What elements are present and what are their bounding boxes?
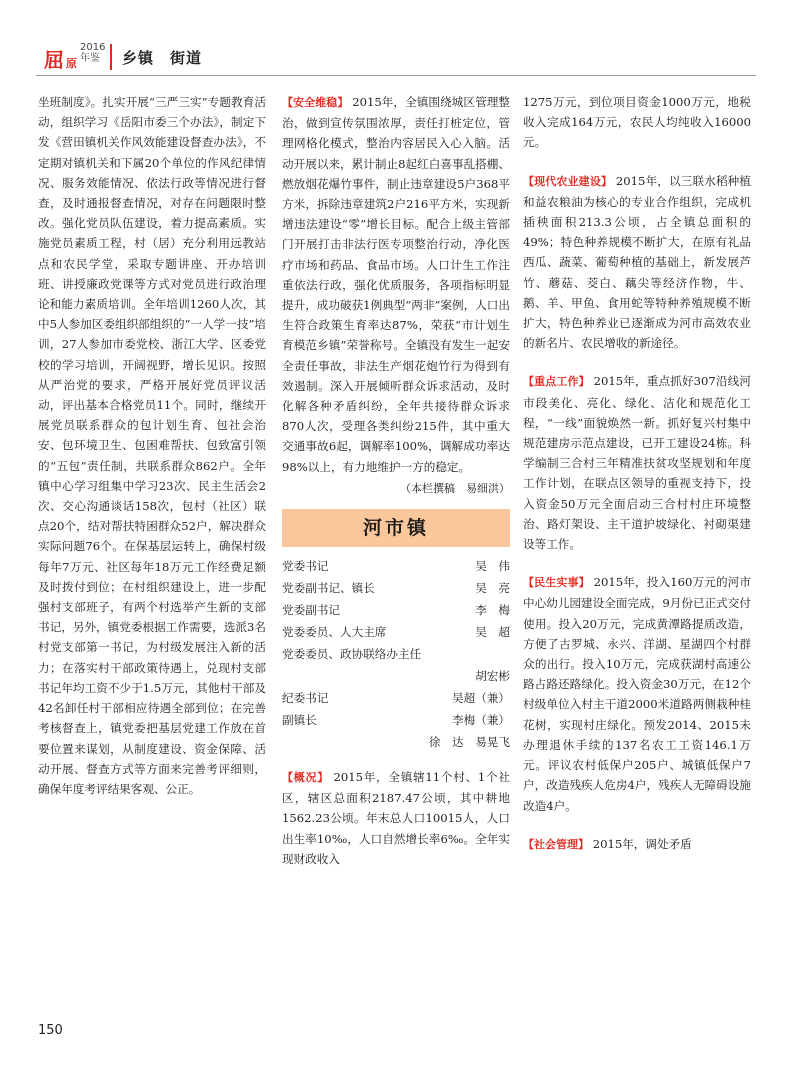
town-heading: 河市镇 <box>362 516 429 539</box>
official-name: 吴 亮 <box>475 581 510 596</box>
social-management-tag: 【社会管理】 <box>523 837 589 851</box>
agriculture-tag: 【现代农业建设】 <box>523 174 613 188</box>
header-divider <box>110 44 112 70</box>
page-header <box>0 0 793 80</box>
party-building-paragraph: 坐班制度》。扎实开展“三严三实”专题教育活动，组织学习《岳阳市委三个办法》，制定下发《营田镇机关作风效能建设督查办法》，不定期对镇机关和下属20个单位的作风纪律情况、服务效能情况、依法行政等情况进行督查，及时通报督查情况，对存在问题限时整改。强化党员队伍建设，着力提高素质。实施党员素质工程，村（居）充分利用远教站点和农民学堂，采取专题讲座、开办培训班、讲授廉政党课等方式对党员进行政治理论和能力素质培训。全年培训1260人次，其中5人参加区委组织部组织的“一人学一技”培训，27人参加市委党校、浙江大学、区委党校的学习培训，开阔视野，增长见识。按照从严治党的要求，严格开展好党员评议活动，评出基本合格党员11个。同时，继续开展党员联系群众的包计划生育、包社会治安、包环境卫生、包困难帮扶、包致富引领的“五包”责任制，共联系群众862户。全年镇中心学习组集中学习23次、民主生活会2次、交心沟通谈话158次，包村（社区）联点20个，结对帮扶特困群众52户，解决群众实际问题76个。在保基层运转上，确保村级每年7万元、社区每年18万元工作经费足额及时拨付到位；在村组织建设上，进一步配强村支部班子，有两个村选举产生新的支部书记，另外，镇党委根据工作需要，选派3名村党支部第一书记，为村级发展注入新的活力；在落实村干部政策待遇上，兑现村支部书记年均工资不少于1.5万元，其他村干部及42名卸任村干部相应待遇全部到位；在完善考核督查上，镇党委把基层党建工作放在首要位置来谋划，从制度建设、资金保障、活动开展、督查方式等方面来完善考评细则，确保年度考评结果客观、公正。 <box>38 95 266 796</box>
page-number: 150 <box>38 1023 63 1038</box>
agriculture-text: 2015年，以三联水稻种植和益农粮油为核心的专业合作组织，完成机插秧面积213.3公顷，占全镇总面积的49%；特色种养规模不断扩大，在原有礼品西瓜、蔬菜、葡萄种植的基础上，新发展芦竹、蘑菇、茭白、藕尖等经济作物，牛、鹅、羊、甲鱼、食用蛇等特种养殖规模不断扩大，特色种养业已逐渐成为河市高效农业的新名片、农民增收的新途径。 <box>523 173 751 351</box>
official-row <box>282 577 510 599</box>
social-management-paragraph <box>523 834 751 855</box>
year-suffix: 年鉴 <box>80 53 100 64</box>
official-title: 党委书记 <box>282 559 329 574</box>
official-row <box>282 709 510 731</box>
official-name: 李梅（兼） <box>452 713 510 728</box>
official-title: 党委副书记 <box>282 603 340 618</box>
yearbook-year <box>80 42 105 64</box>
official-name: 吴 超 <box>475 625 510 640</box>
official-row <box>282 643 510 665</box>
official-row <box>282 599 510 621</box>
official-title: 党委委员、政协联络办主任 <box>282 647 422 662</box>
safety-tag: 【安全维稳】 <box>282 96 349 109</box>
official-row <box>282 621 510 643</box>
key-work-tag: 【重点工作】 <box>523 375 590 389</box>
official-names-more: 徐 达 易晃飞 <box>428 735 510 750</box>
column-middle <box>282 92 510 869</box>
official-name: 李 梅 <box>475 603 510 618</box>
official-name: 吴 伟 <box>475 559 510 574</box>
official-name: 吴超（兼） <box>452 691 510 706</box>
key-work-paragraph <box>523 371 751 554</box>
official-row <box>282 687 510 709</box>
livelihood-text: 2015年，投入160万元的河市中心幼儿园建设全面完成，9月份已正式交付使用。投入20万元，完成黄潭路提质改造，方便了古罗城、永兴、洋湖、星湖四个村群众的出行。投入10万元，完成获湖村高速公路占路还路绿化。投入资金30万元，在12个村级单位入村主干道2000米道路两侧栽种桂花树，实现村庄绿化。预发2014、2015未办理退休手续的137名农工工资146.1万元。评议农村低保户205户、城镇低保户7户，改造残疾人危房4户，残疾人无障碍设施改造4户。 <box>523 575 752 813</box>
official-title: 党委委员、人大主席 <box>282 625 387 640</box>
officials-list <box>282 555 510 753</box>
official-row <box>282 555 510 577</box>
yearbook-logo-sub: 原 <box>66 57 77 70</box>
safety-text: 2015年，全镇围绕城区管理整治，做到宣传氛围浓厚，责任打桩定位，管理网格化模式，整治内容居民入心入脑。活动开展以来，累计制止8起红白喜事乱搭棚、燃放烟花爆竹事件，制止违章建设5户368平方米，拆除违章建筑2户216平方米，实现新增违法建设“零”增长目标。配合上级主管部门开展打击非法行医专项整治行动，净化医疗市场和药品、食品市场。人口计生工作注重依法行政，强化优质服务，各项指标明显提升，成功破获1例典型“两非”案例，人口出生符合政策生育率达87%，荣获“市计划生育模范乡镇”荣誉称号。全镇没有发生一起安全责任事故，非法生产烟花炮竹行为得到有效遏制。深入开展倾听群众诉求活动，及时化解各种矛盾纠纷，全年共接待群众诉求870人次，受理各类纠纷215件，其中重大交通事故6起，调解率100%，调解成功率达98%以上，有力地维护一方的稳定。 <box>282 95 510 474</box>
official-title: 纪委书记 <box>282 691 329 706</box>
official-name-extra: 胡宏彬 <box>475 669 510 684</box>
overview-tag: 【概况】 <box>282 771 329 785</box>
column-right <box>523 92 751 855</box>
official-title: 党委副书记、镇长 <box>282 581 375 596</box>
town-heading-box <box>282 509 510 547</box>
agriculture-paragraph <box>523 171 751 354</box>
livelihood-tag: 【民生实事】 <box>523 576 590 590</box>
year-number: 2016 <box>80 42 106 53</box>
overview-continued: 1275万元，到位项目资金1000万元，地税收入完成164万元，农民人均纯收入16000元。 <box>523 95 751 150</box>
overview-text: 2015年，全镇辖11个村、1个社区，辖区总面积2187.47公顷，其中耕地1562.23公顷。年末总人口10015人，人口出生率10‰，人口自然增长率6‰。全年实现财政收入 <box>282 770 510 866</box>
social-management-text: 2015年，调处矛盾 <box>592 836 692 851</box>
column-left <box>38 92 266 799</box>
byline: （本栏撰稿 易细洪） <box>400 481 510 495</box>
header-rule <box>36 75 756 76</box>
safety-paragraph <box>282 92 510 477</box>
official-title: 副镇长 <box>282 713 317 728</box>
livelihood-paragraph <box>523 572 751 815</box>
section-title: 乡镇 街道 <box>122 49 203 67</box>
yearbook-logo: 屈 <box>44 48 64 72</box>
overview-paragraph <box>282 767 510 869</box>
key-work-text: 2015年，重点抓好307沿线河市段美化、亮化、绿化、洁化和规范化工程，“一线”面貌焕然一新。抓好复兴村集中规范建房示范点建设，已开工建设24栋。科学编制三合村三年精准扶贫攻坚规划和年度工作计划，在联点区领导的重视支持下，投入资金50万元全面启动三合村村庄环境整治、路灯架设、主干道护坡绿化、衬砌渠建设等工作。 <box>523 374 752 552</box>
